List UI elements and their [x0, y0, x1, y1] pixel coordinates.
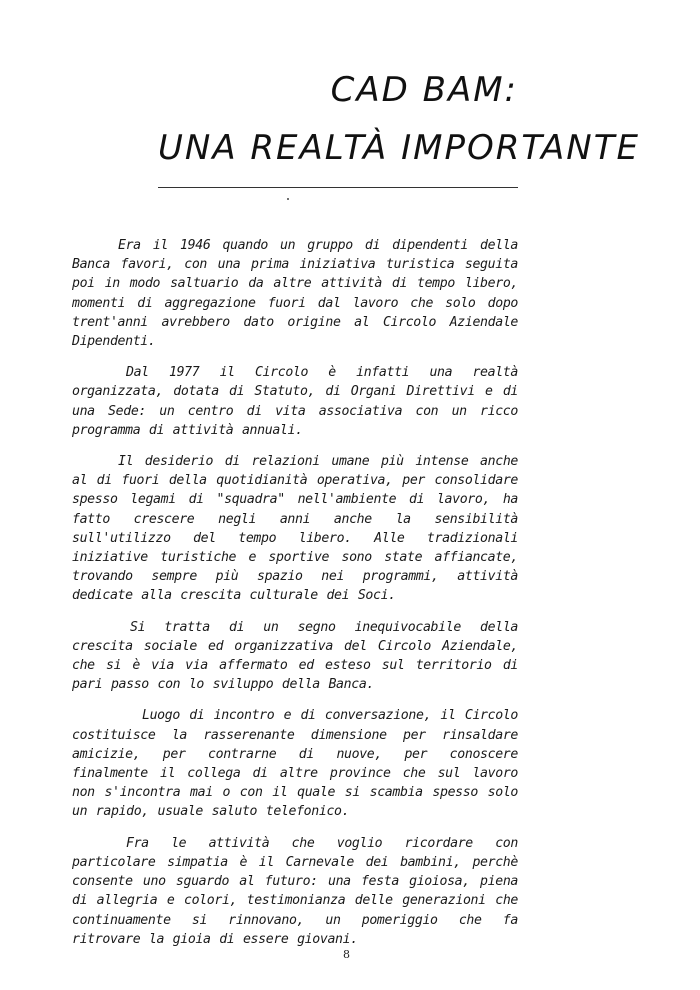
title-line-2: UNA REALTÀ IMPORTANTE: [158, 128, 640, 168]
paragraph: Si tratta di un segno inequivocabile della crescita sociale ed organizzativa del Circolo Aziendale, che si è via via affermato ed esteso sul territorio di pari passo con lo sviluppo della Banca.: [72, 619, 518, 693]
paragraph: Era il 1946 quando un gruppo di dipendenti della Banca favori, con una prima iniziativa turistica seguita poi in modo saltuario da altre attività di tempo libero, momenti di aggregazione fuori dal lavoro che solo dopo trent'anni avrebbero dato origine al Circolo Aziendale Dipendenti.: [72, 238, 518, 350]
paragraph: Il desiderio di relazioni umane più intense anche al di fuori della quotidianità operativa, per consolidare spesso legami di "squadra" nell'ambiente di lavoro, ha fatto crescere negli anni anche la sensibilità sull'utilizzo del tempo libero. Alle tradizionali iniziative turistiche e sportive sono state affiancate, trovando sempre più spazio nei programmi, attività dedicate alla crescita culturale dei Soci.: [72, 454, 518, 604]
paragraph: Dal 1977 il Circolo è infatti una realtà organizzata, dotata di Statuto, di Organi Direttivi e di una Sede: un centro di vita associativa con un ricco programma di attività annuali.: [72, 365, 518, 438]
title-underline: [158, 187, 518, 188]
paragraph: Fra le attività che voglio ricordare con particolare simpatia è il Carnevale dei bambini, perchè consente uno sguardo al futuro: una festa gioiosa, piena di allegria e colori, testimonianza delle generazioni che continuamente si rinnovano, un pomeriggio che fa ritrovare la gioia di essere giovani.: [72, 835, 518, 947]
decorative-dot: [287, 198, 289, 200]
paragraph: Luogo di incontro e di conversazione, il Circolo costituisce la rasserenante dimensione per rinsaldare amicizie, per contrarne di nuove, per conoscere finalmente il collega di altre province che sul lavoro non s'incontra mai o con il quale si scambia spesso solo un rapido, usuale saluto telefonico.: [72, 708, 518, 820]
article-body: [72, 236, 518, 961]
title-line-1: CAD BAM:: [330, 70, 518, 110]
page-number: 8: [343, 948, 350, 961]
